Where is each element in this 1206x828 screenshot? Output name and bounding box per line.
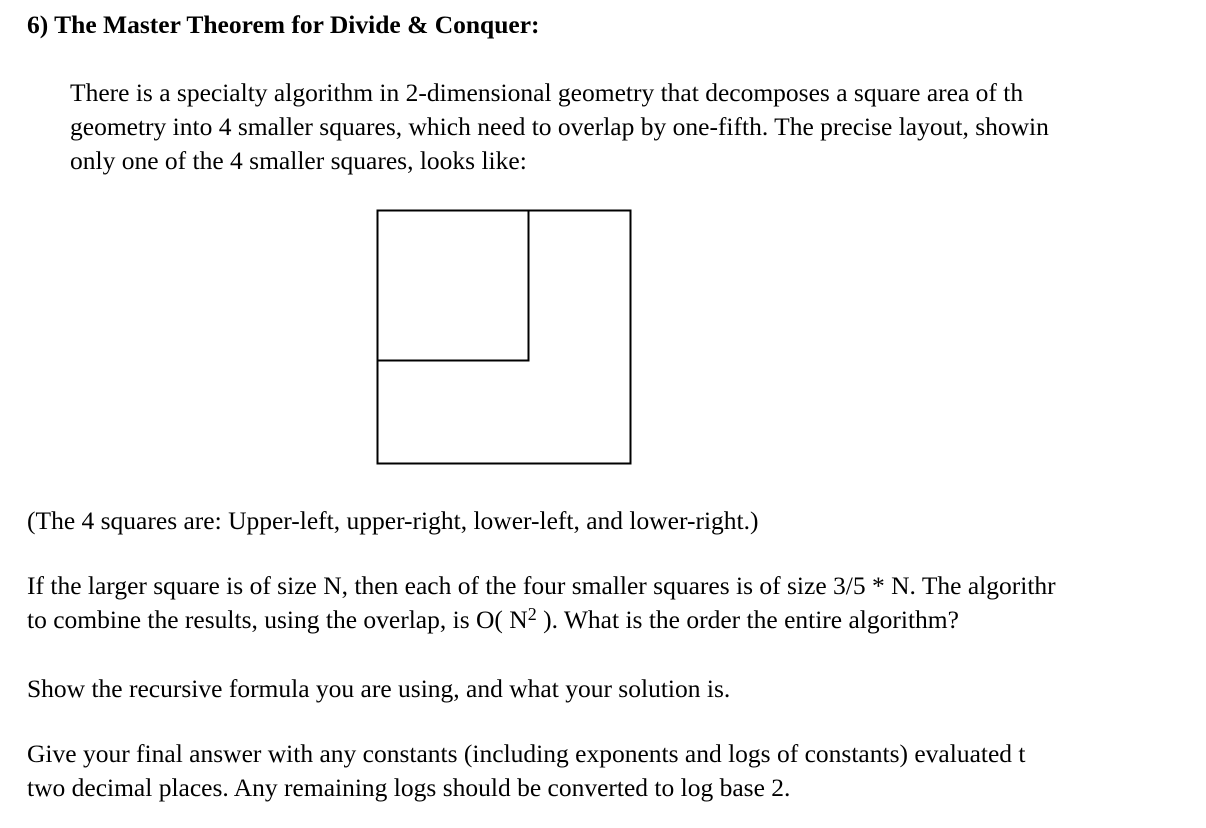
- intro-line-3: only one of the 4 smaller squares, looks like:: [70, 146, 527, 175]
- final-answer-line-2: two decimal places. Any remaining logs should be converted to log base 2.: [27, 773, 791, 802]
- final-answer-paragraph: [27, 737, 1206, 805]
- upper-left-small-square: [378, 211, 529, 361]
- square-layout-diagram: [376, 209, 632, 465]
- size-line-2: [27, 603, 1206, 637]
- final-answer-line-1: Give your final answer with any constants (including exponents and logs of constants) evaluated t: [27, 739, 1026, 768]
- size-paragraph: [27, 569, 1206, 637]
- question-heading: 6) The Master Theorem for Divide & Conquer:: [27, 10, 540, 39]
- recursive-prompt: Show the recursive formula you are using, and what your solution is.: [27, 674, 731, 703]
- exponent: 2: [527, 604, 537, 624]
- size-line-2-end: ). What is the order the entire algorithm?: [536, 605, 959, 634]
- size-line-1: If the larger square is of size N, then each of the four smaller squares is of size 3/5 * N. The algorithr: [27, 571, 1056, 600]
- large-square: [378, 211, 631, 464]
- squares-note: (The 4 squares are: Upper-left, upper-right, lower-left, and lower-right.): [27, 506, 759, 535]
- intro-paragraph: [70, 76, 1206, 178]
- size-line-2-start: to combine the results, using the overlap, is O( N: [27, 605, 528, 634]
- intro-line-2: geometry into 4 smaller squares, which need to overlap by one-fifth. The precise layout, showin: [70, 112, 1049, 141]
- intro-line-1: There is a specialty algorithm in 2-dimensional geometry that decomposes a square area of th: [70, 78, 1024, 107]
